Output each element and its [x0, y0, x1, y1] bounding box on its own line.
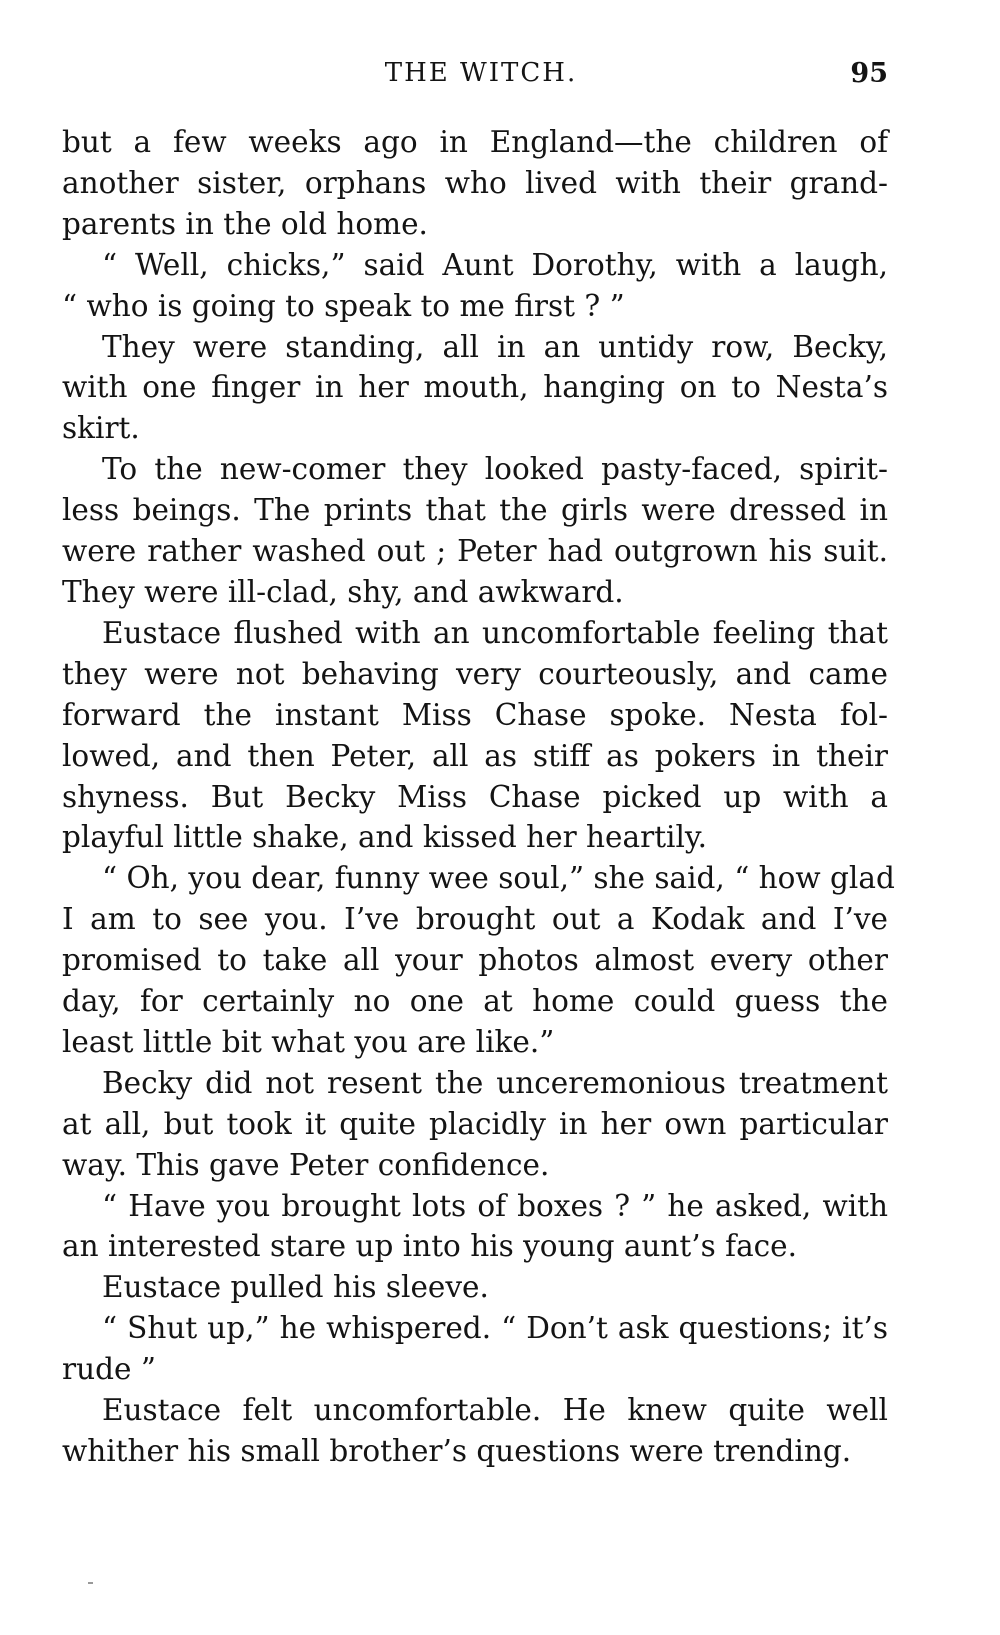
- text-line: Becky did not resent the unceremonious treatment: [102, 1065, 888, 1100]
- paragraph: [62, 858, 895, 1063]
- text-line: they were not behaving very courteously, and came: [62, 656, 888, 691]
- print-speck: [88, 1582, 93, 1584]
- text-line: forward the instant Miss Chase spoke. Nesta fol-: [62, 697, 888, 732]
- text-line: least little bit what you are like.”: [62, 1024, 555, 1059]
- text-line: day, for certainly no one at home could guess the: [62, 984, 888, 1019]
- paragraph: [62, 122, 888, 245]
- text-line: playful little shake, and kissed her heartily.: [62, 820, 708, 855]
- text-line: at all, but took it quite placidly in her own particular: [62, 1106, 888, 1141]
- book-page: [62, 52, 895, 1472]
- text-line: “ Oh, you dear, funny wee soul,” she said, “ how glad: [102, 861, 895, 896]
- paragraph: [62, 1186, 888, 1268]
- text-line: another sister, orphans who lived with their grand-: [62, 165, 888, 200]
- paragraph: [62, 1308, 888, 1390]
- body-text: [62, 122, 895, 1472]
- running-head: [62, 52, 888, 102]
- text-line: They were standing, all in an untidy row, Becky,: [102, 329, 888, 364]
- text-line: They were ill-clad, shy, and awkward.: [62, 574, 624, 609]
- text-line: lowed, and then Peter, all as stiff as pokers in their: [62, 738, 888, 773]
- paragraph: [62, 1390, 888, 1472]
- text-line: “ who is going to speak to me first ? ”: [62, 288, 625, 323]
- text-line: skirt.: [62, 411, 140, 446]
- page-number: 95: [850, 58, 888, 89]
- text-line: an interested stare up into his young aunt’s face.: [62, 1229, 798, 1264]
- text-line: less beings. The prints that the girls were dressed in: [62, 493, 888, 528]
- text-line: promised to take all your photos almost every other: [62, 943, 888, 978]
- paragraph: [62, 1063, 888, 1186]
- text-line: “ Well, chicks,” said Aunt Dorothy, with a laugh,: [102, 247, 888, 282]
- paragraph: [62, 613, 888, 858]
- text-line: were rather washed out ; Peter had outgrown his suit.: [62, 534, 888, 569]
- text-line: but a few weeks ago in England—the children of: [62, 125, 888, 159]
- paragraph: [62, 1267, 888, 1308]
- text-line: with one finger in her mouth, hanging on to Nesta’s: [62, 370, 888, 405]
- text-line: parents in the old home.: [62, 206, 428, 241]
- text-line: shyness. But Becky Miss Chase picked up with a: [62, 779, 888, 814]
- text-line: rude ”: [62, 1352, 156, 1387]
- paragraph: [62, 245, 888, 327]
- text-line: Eustace felt uncomfortable. He knew quite well: [102, 1393, 888, 1428]
- text-line: Eustace pulled his sleeve.: [102, 1270, 489, 1305]
- text-line: I am to see you. I’ve brought out a Kodak and I’ve: [62, 902, 888, 937]
- text-line: whither his small brother’s questions were trending.: [62, 1434, 852, 1468]
- text-line: Eustace flushed with an uncomfortable feeling that: [102, 615, 888, 650]
- text-line: way. This gave Peter confidence.: [62, 1147, 550, 1182]
- running-title: THE WITCH.: [384, 58, 578, 88]
- paragraph: [62, 327, 888, 450]
- text-line: “ Shut up,” he whispered. “ Don’t ask questions; it’s: [102, 1311, 888, 1346]
- text-line: To the new-comer they looked pasty-faced, spirit-: [102, 452, 888, 487]
- text-line: “ Have you brought lots of boxes ? ” he asked, with: [102, 1188, 888, 1223]
- paragraph: [62, 449, 888, 613]
